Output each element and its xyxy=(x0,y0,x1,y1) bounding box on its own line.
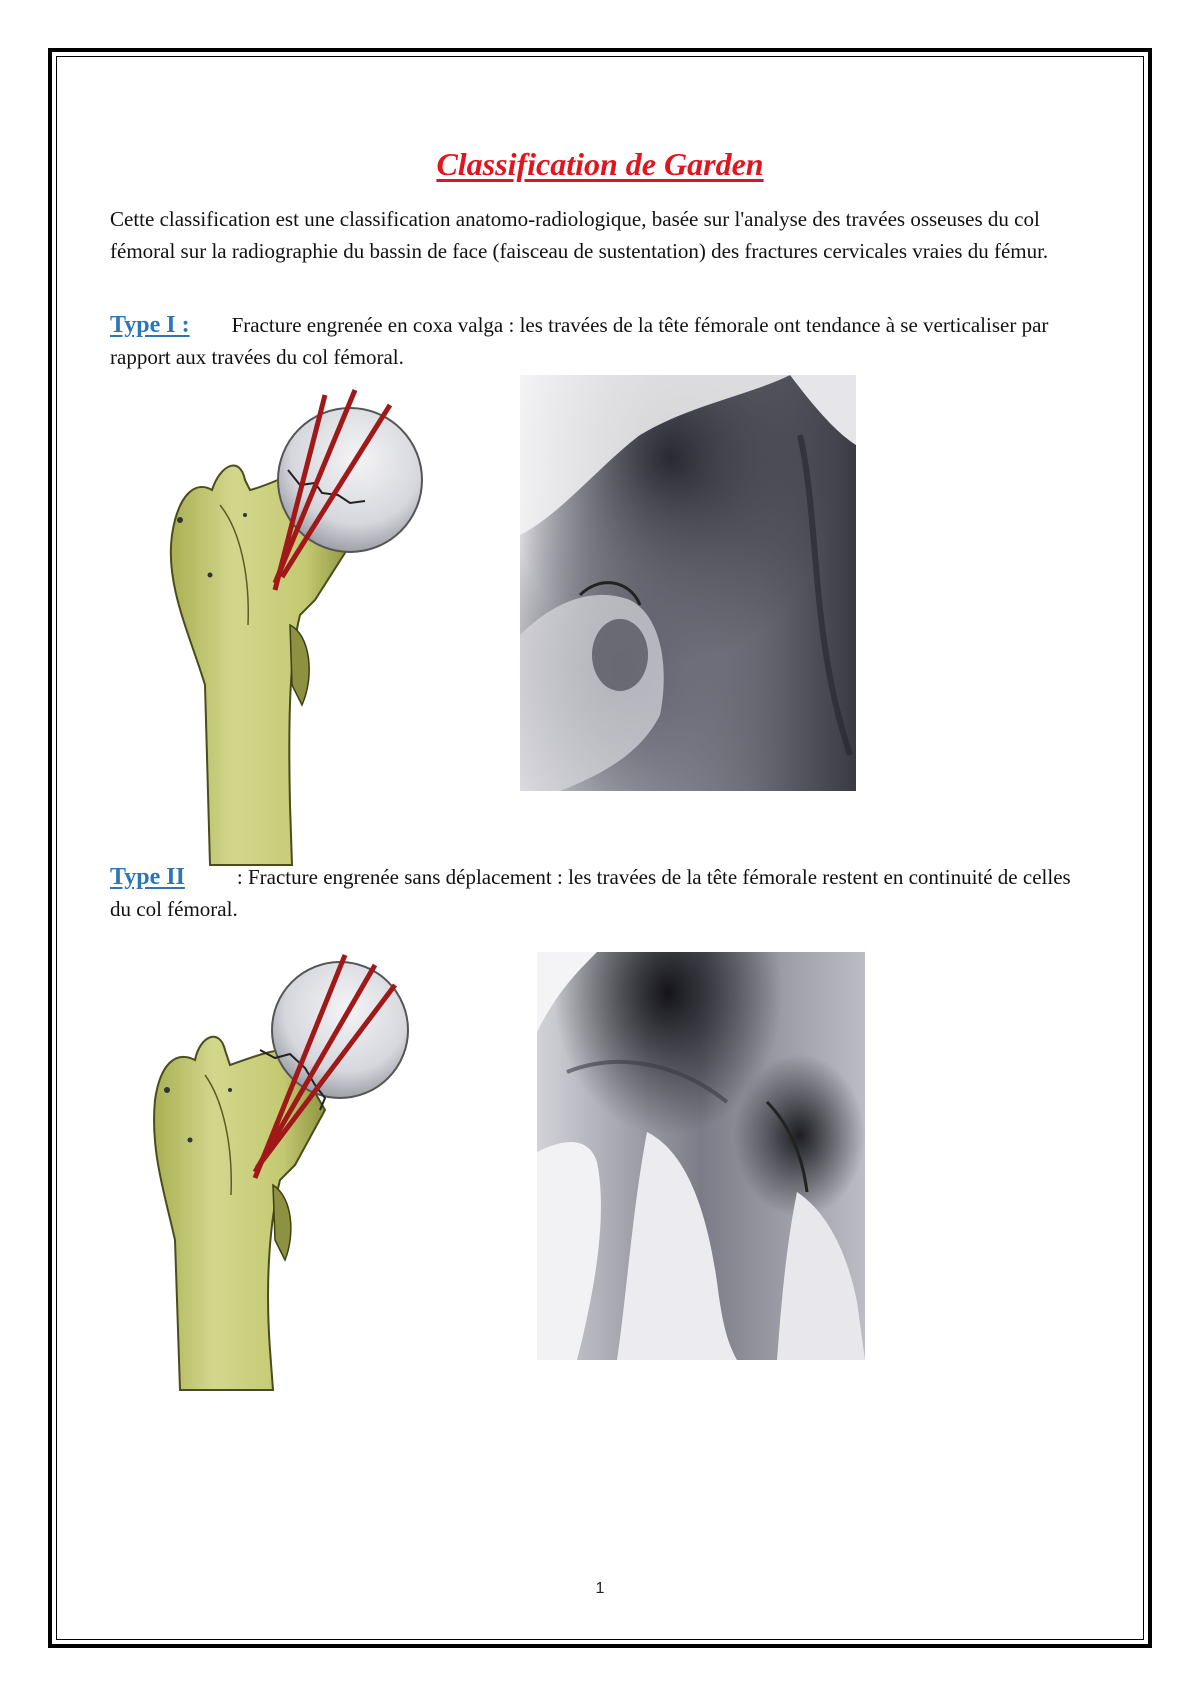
femur-illustration-type-1 xyxy=(150,385,460,895)
xray-image-type-2 xyxy=(537,952,865,1360)
page-title: Classification de Garden xyxy=(436,146,764,182)
intro-paragraph: Cette classification est une classification anatomo-radiologique, basée sur l'analyse des travées osseuses du col fémoral sur la radiographie du bassin de face (faisceau de sustentation) des fractures cervicales vraies du fémur. xyxy=(110,207,1049,263)
type-1-text: Fracture engrenée en coxa valga : les travées de la tête fémorale ont tendance à se verticaliser par rapport aux travées du col fémoral. xyxy=(110,313,1049,369)
xray-image-type-1 xyxy=(520,375,856,791)
type-1-paragraph xyxy=(110,310,1095,373)
femur-illustration-type-2 xyxy=(145,950,445,1395)
type-2-text: : Fracture engrenée sans déplacement : les travées de la tête fémorale restent en continuité de celles du col fémoral. xyxy=(110,865,1071,921)
type-1-label: Type I : xyxy=(110,312,190,338)
type-2-paragraph xyxy=(110,862,1095,925)
type-2-label: Type II xyxy=(110,864,185,890)
page-number: 1 xyxy=(595,1580,605,1597)
